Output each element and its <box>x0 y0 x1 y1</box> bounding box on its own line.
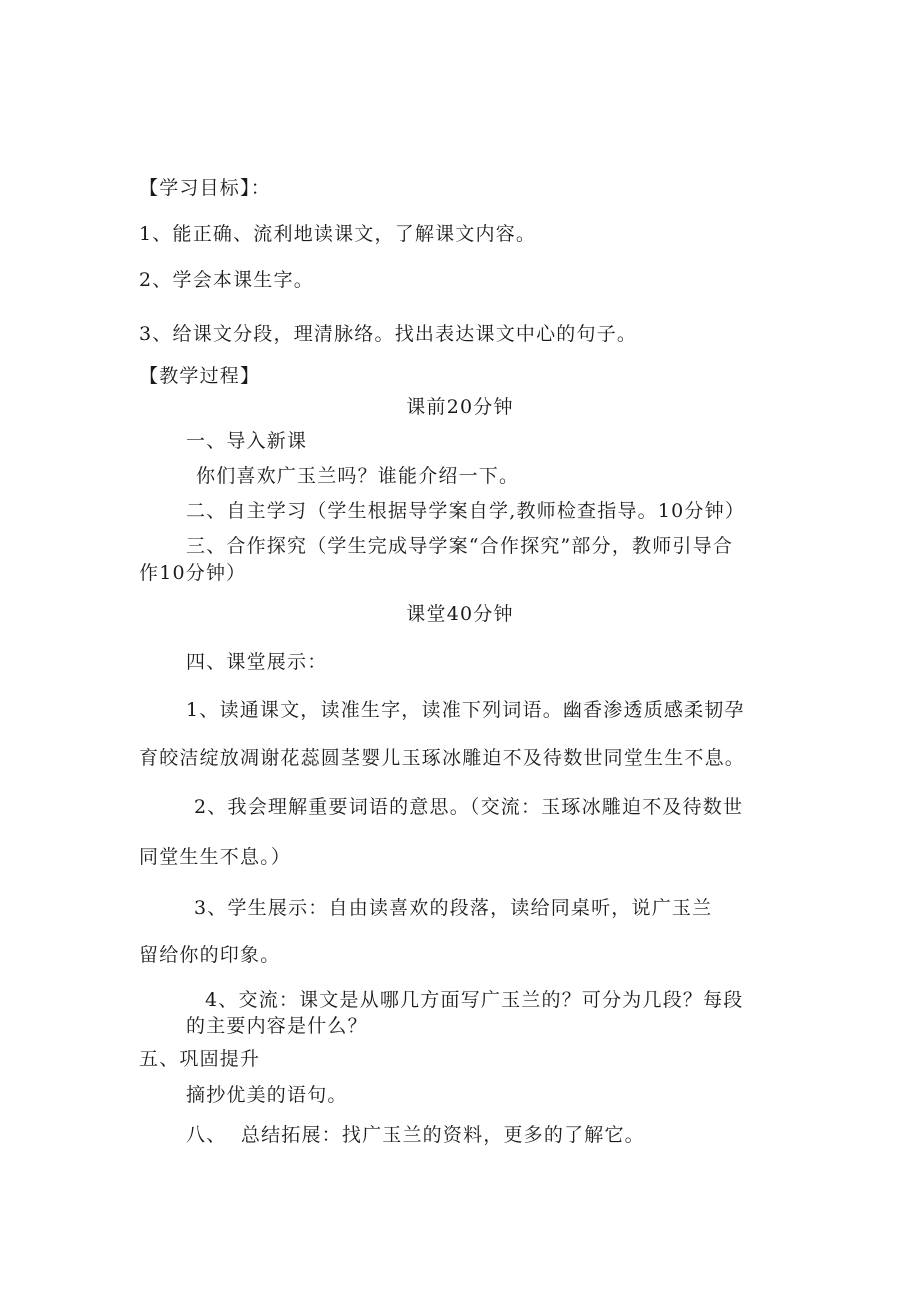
in-class-title: 课堂40分钟 <box>406 603 514 625</box>
objective-item-2: 2、学会本课生字。 <box>139 269 314 291</box>
step4-title: 四、课堂展示： <box>186 651 328 673</box>
item2-line1: 2、我会理解重要词语的意思。（交流：玉琢冰雕迫不及待数世 <box>194 796 744 818</box>
objective-item-3: 3、给课文分段，理清脉络。找出表达课文中心的句子。 <box>139 323 638 345</box>
step1-text: 你们喜欢广玉兰吗？谁能介绍一下。 <box>196 465 520 487</box>
process-heading: 【教学过程】 <box>139 365 261 387</box>
step5-title: 五、巩固提升 <box>139 1048 261 1070</box>
item2-line2: 同堂生生不息。） <box>139 846 292 868</box>
step3-line1: 三、合作探究（学生完成导学案“合作探究”部分，教师引导合 <box>186 535 734 557</box>
objective-item-1: 1、能正确、流利地读课文，了解课文内容。 <box>139 223 537 245</box>
item3-line2: 留给你的印象。 <box>139 944 281 966</box>
item1-line1: 1、读通课文，读准生字，读准下列词语。幽香渗透质感柔韧孕 <box>186 699 745 721</box>
objectives-heading: 【学习目标】： <box>139 177 271 199</box>
step6-text: 八、 总结拓展：找广玉兰的资料，更多的了解它。 <box>186 1124 645 1146</box>
step3-line2: 作10分钟） <box>139 562 247 584</box>
pre-class-title: 课前20分钟 <box>406 396 514 418</box>
item4-line2: 的主要内容是什么？ <box>186 1015 368 1037</box>
step5-text: 摘抄优美的语句。 <box>186 1084 348 1106</box>
item4-line1: 4、交流：课文是从哪几方面写广玉兰的？可分为几段？每段 <box>205 989 744 1011</box>
item1-line2: 育皎洁绽放凋谢花蕊圆茎婴儿玉琢冰雕迫不及待数世同堂生生不息。 <box>139 747 746 769</box>
step2-text: 二、自主学习（学生根据导学案自学,教师检查指导。10分钟） <box>186 500 746 522</box>
step1-title: 一、导入新课 <box>186 430 308 452</box>
item3-line1: 3、学生展示：自由读喜欢的段落，读给同桌听，说广玉兰 <box>194 897 713 919</box>
